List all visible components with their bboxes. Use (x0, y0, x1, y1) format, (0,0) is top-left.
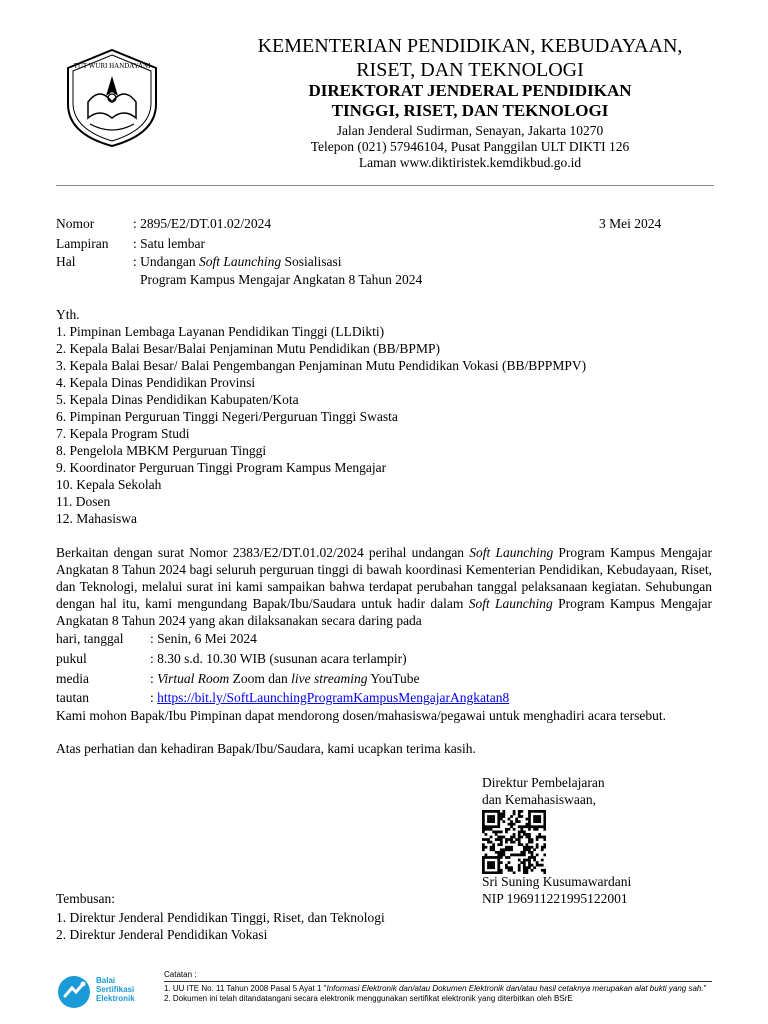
bsre-logo-line3: Elektronik (96, 994, 135, 1003)
notes-heading: Catatan : (164, 970, 712, 982)
bsre-logo-line2: Sertifikasi (96, 985, 135, 994)
cc-item: 1. Direktur Jenderal Pendidikan Tinggi, Riset, dan Teknologi (56, 910, 385, 925)
recipient-item: 7. Kepala Program Studi (56, 426, 190, 441)
signatory-title-line1: Direktur Pembelajaran (482, 775, 605, 790)
event-link-row: : https://bit.ly/SoftLaunchingProgramKampusMengajarAngkatan8 (150, 690, 510, 705)
phone: Telepon (021) 57946104, Pusat Panggilan ULT DIKTI 126 (310, 139, 630, 154)
body-paragraph-3: Atas perhatian dan kehadiran Bapak/Ibu/Saudara, kami ucapkan terima kasih. (56, 741, 476, 756)
ministry-name-line1: KEMENTERIAN PENDIDIKAN, KEBUDAYAAN, (257, 35, 683, 57)
body-paragraph-2: Kami mohon Bapak/Ibu Pimpinan dapat mendorong dosen/mahasiswa/pegawai untuk menghadiri acara tersebut. (56, 708, 666, 723)
event-media-label: media (56, 671, 89, 686)
recipient-item: 10. Kepala Sekolah (56, 477, 162, 492)
recipient-item: 6. Pimpinan Perguruan Tinggi Negeri/Perguruan Tinggi Swasta (56, 409, 398, 424)
recipient-item: 2. Kepala Balai Besar/Balai Penjaminan Mutu Pendidikan (BB/BPMP) (56, 341, 440, 356)
signatory-title-line2: dan Kemahasiswaan, (482, 792, 596, 807)
svg-text:TUT WURI HANDAYANI: TUT WURI HANDAYANI (73, 62, 151, 70)
nomor-label: Nomor (56, 216, 95, 231)
event-media-value: : Virtual Room Zoom dan live streaming YouTube (150, 671, 420, 686)
hal-value-line2: Program Kampus Mengajar Angkatan 8 Tahun 2024 (140, 272, 423, 287)
lampiran-label: Lampiran (56, 236, 109, 251)
qr-code-icon (482, 810, 546, 874)
directorate-name-line1: DIREKTORAT JENDERAL PENDIDIKAN (308, 81, 632, 100)
address: Jalan Jenderal Sudirman, Senayan, Jakarta 10270 (336, 123, 604, 138)
lampiran-value: : Satu lembar (133, 236, 205, 251)
recipient-item: 8. Pengelola MBKM Perguruan Tinggi (56, 443, 267, 458)
bsre-emblem-icon (56, 974, 92, 1010)
event-link[interactable]: https://bit.ly/SoftLaunchingProgramKampusMengajarAngkatan8 (157, 690, 510, 705)
recipient-item: 5. Kepala Dinas Pendidikan Kabupaten/Kota (56, 392, 299, 407)
recipient-item: 9. Koordinator Perguruan Tinggi Program Kampus Mengajar (56, 460, 387, 475)
event-day-label: hari, tanggal (56, 631, 124, 646)
recipient-item: 11. Dosen (56, 494, 111, 509)
event-time-value: : 8.30 s.d. 10.30 WIB (susunan acara terlampir) (150, 651, 407, 666)
nomor-value: : 2895/E2/DT.01.02/2024 (133, 216, 272, 231)
recipient-item: 3. Kepala Balai Besar/ Balai Pengembangan Penjaminan Mutu Pendidikan Vokasi (BB/BPPMPV) (56, 358, 587, 373)
tut-wuri-handayani-emblem-icon (60, 46, 164, 150)
note-1: 1. UU ITE No. 11 Tahun 2008 Pasal 5 Ayat 1 "Informasi Elektronik dan/atau Dokumen Elektronik dan/atau hasil cetaknya merupakan alat bukti yang sah." (164, 984, 707, 993)
cc-heading: Tembusan: (56, 891, 116, 906)
ministry-name-line2: RISET, DAN TEKNOLOGI (356, 59, 584, 81)
recipient-item: 4. Kepala Dinas Pendidikan Provinsi (56, 375, 256, 390)
directorate-name-line2: TINGGI, RISET, DAN TEKNOLOGI (331, 101, 609, 120)
letter-date: 3 Mei 2024 (599, 216, 662, 231)
event-day-value: : Senin, 6 Mei 2024 (150, 631, 257, 646)
ministry-logo (60, 46, 164, 150)
recipient-item: 1. Pimpinan Lembaga Layanan Pendidikan Tinggi (LLDikti) (56, 324, 385, 339)
signatory-nip: NIP 196911221995122001 (482, 891, 628, 906)
cc-item: 2. Direktur Jenderal Pendidikan Vokasi (56, 927, 268, 942)
website: Laman www.diktiristek.kemdikbud.go.id (358, 155, 582, 170)
event-time-label: pukul (56, 651, 87, 666)
body-paragraph-1: Berkaitan dengan surat Nomor 2383/E2/DT.01.02/2024 perihal undangan Soft Launching Program Kampus Mengajar Angkatan 8 Tahun 2024 bagi seluruh perguruan tinggi di bawah koordinasi Kementerian Pendidikan, Kebudayaan, Riset, dan Teknologi, melalui surat ini kami sampaikan bahwa terdapat perubahan tanggal pelaksanaan kegiatan. Sehubungan dengan hal itu, kami mengundang Bapak/Ibu/Saudara untuk hadir dalam Soft Launching Program Kampus Mengajar Angkatan 8 Tahun 2024 yang akan dilaksanakan secara daring pada (56, 545, 712, 628)
salutation: Yth. (56, 307, 80, 322)
recipient-item: 12. Mahasiswa (56, 511, 137, 526)
header-divider (56, 185, 714, 186)
hal-value: : Undangan Soft Launching Sosialisasi (133, 254, 342, 269)
bsre-logo-line1: Balai (96, 976, 116, 985)
signatory-name: Sri Suning Kusumawardani (482, 874, 632, 889)
note-2: 2. Dokumen ini telah ditandatangani secara elektronik menggunakan sertifikat elektronik yang diterbitkan oleh BSrE (164, 994, 573, 1003)
footer-notes (164, 970, 712, 1004)
event-link-label: tautan (56, 690, 89, 705)
hal-label: Hal (56, 254, 76, 269)
